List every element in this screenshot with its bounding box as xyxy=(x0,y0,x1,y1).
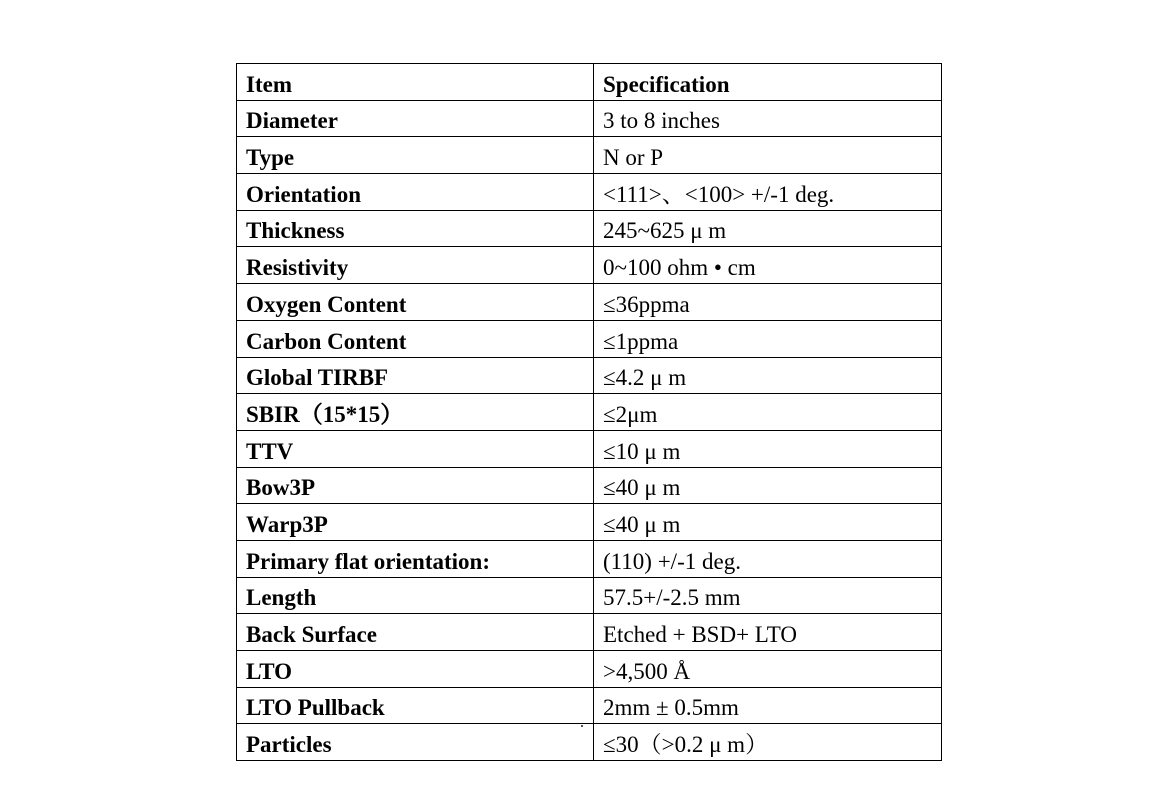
spec-cell: 245~625 μ m xyxy=(594,210,942,247)
spec-cell: ≤40 μ m xyxy=(594,504,942,541)
item-cell: Carbon Content xyxy=(237,320,594,357)
table-row xyxy=(237,137,942,174)
table-row xyxy=(237,687,942,724)
spec-cell: 3 to 8 inches xyxy=(594,100,942,137)
table-row xyxy=(237,430,942,467)
item-cell: Bow3P xyxy=(237,467,594,504)
table-row xyxy=(237,614,942,651)
spec-cell: >4,500 Å xyxy=(594,651,942,688)
item-cell: Global TIRBF xyxy=(237,357,594,394)
column-header-specification: Specification xyxy=(594,64,942,101)
item-cell: SBIR（15*15） xyxy=(237,394,594,431)
spec-cell: ≤2μm xyxy=(594,394,942,431)
spec-cell: 2mm ± 0.5mm xyxy=(594,687,942,724)
item-cell: Type xyxy=(237,137,594,174)
spec-cell: ≤30（>0.2 μ m） xyxy=(594,724,942,761)
spec-cell: ≤4.2 μ m xyxy=(594,357,942,394)
table-row xyxy=(237,210,942,247)
item-cell: Particles xyxy=(237,724,594,761)
column-header-item: Item xyxy=(237,64,594,101)
table-row xyxy=(237,540,942,577)
spec-cell: <111>、<100> +/-1 deg. xyxy=(594,174,942,211)
item-cell: TTV xyxy=(237,430,594,467)
table-row xyxy=(237,394,942,431)
spec-cell: N or P xyxy=(594,137,942,174)
item-cell: Diameter xyxy=(237,100,594,137)
spec-cell: 57.5+/-2.5 mm xyxy=(594,577,942,614)
item-cell: Oxygen Content xyxy=(237,284,594,321)
spec-cell: ≤1ppma xyxy=(594,320,942,357)
table-row xyxy=(237,247,942,284)
stray-mark xyxy=(581,725,583,727)
item-cell: Warp3P xyxy=(237,504,594,541)
table-row xyxy=(237,651,942,688)
table-row xyxy=(237,320,942,357)
spec-cell: Etched + BSD+ LTO xyxy=(594,614,942,651)
table-header-row xyxy=(237,64,942,101)
table-row xyxy=(237,724,942,761)
item-cell: Primary flat orientation: xyxy=(237,540,594,577)
specification-table xyxy=(236,63,942,761)
item-cell: LTO xyxy=(237,651,594,688)
item-cell: Orientation xyxy=(237,174,594,211)
spec-cell: 0~100 ohm • cm xyxy=(594,247,942,284)
spec-cell: ≤36ppma xyxy=(594,284,942,321)
item-cell: Length xyxy=(237,577,594,614)
item-cell: Thickness xyxy=(237,210,594,247)
item-cell: LTO Pullback xyxy=(237,687,594,724)
table-row xyxy=(237,504,942,541)
table-row xyxy=(237,467,942,504)
item-cell: Back Surface xyxy=(237,614,594,651)
table-row xyxy=(237,357,942,394)
spec-cell: ≤10 μ m xyxy=(594,430,942,467)
spec-cell: (110) +/-1 deg. xyxy=(594,540,942,577)
spec-cell: ≤40 μ m xyxy=(594,467,942,504)
table-row xyxy=(237,577,942,614)
table-row xyxy=(237,174,942,211)
table-row xyxy=(237,284,942,321)
item-cell: Resistivity xyxy=(237,247,594,284)
table-row xyxy=(237,100,942,137)
